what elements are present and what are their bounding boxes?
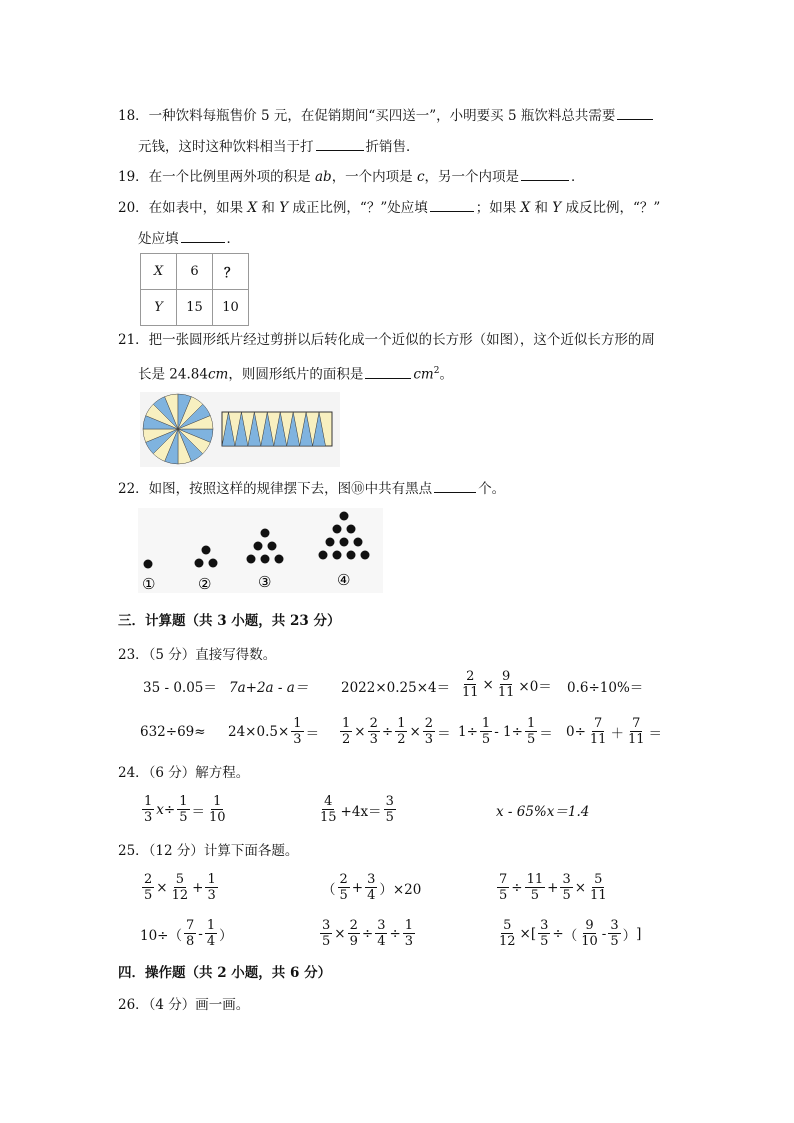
- dot: [144, 560, 153, 569]
- q26: 26．（4 分）画一画。: [118, 997, 250, 1013]
- xy-table: [140, 253, 249, 326]
- expr: $\frac{2}{5}$ × $\frac{5}{12}$ + $\frac{1}{3}$: [144, 872, 216, 903]
- expr: $\frac{1}{2}$ × $\frac{2}{3}$ ÷ $\frac{1}{2}$ × $\frac{2}{3}$ ＝: [342, 716, 451, 747]
- dot: [247, 555, 256, 564]
- dot: [347, 551, 356, 560]
- figure-label: ④: [337, 571, 351, 589]
- answer-blank[interactable]: [521, 166, 569, 181]
- expr: $\frac{7}{5}$ ÷ $\frac{11}{5}$ + $\frac{3}{5}$ × $\frac{5}{11}$: [499, 872, 607, 903]
- expr: $\frac{2}{11}$ × $\frac{9}{11}$ ×0＝: [462, 669, 552, 700]
- answer-blank[interactable]: [181, 228, 225, 243]
- answer-blank[interactable]: [316, 136, 364, 151]
- q24-title: 24．（6 分）解方程。: [118, 765, 250, 781]
- answer-blank[interactable]: [430, 197, 474, 212]
- q20-line2: 处应填 ．: [138, 228, 240, 248]
- dot-pattern-figure: [138, 508, 383, 593]
- dot: [340, 538, 349, 547]
- dot: [354, 538, 363, 547]
- equation: $\frac{4}{15}$ +4x＝ $\frac{3}{5}$: [320, 794, 394, 825]
- dot: [261, 529, 270, 538]
- expr: 7a+2a - a＝: [229, 680, 309, 696]
- dot: [333, 525, 342, 534]
- q23-title: 23．（5 分）直接写得数。: [118, 647, 277, 663]
- table-cell: 10: [213, 290, 249, 326]
- q25-title: 25．（12 分）计算下面各题。: [118, 843, 299, 859]
- equation: x - 65%x＝1.4: [496, 804, 590, 820]
- circle-sectors-figure: [140, 392, 340, 467]
- dot: [275, 555, 284, 564]
- figure-label: ③: [258, 573, 272, 591]
- q21-line2: 长是 24.84cm，则圆形纸片的面积是 $cm^2$。: [138, 362, 453, 384]
- dot: [340, 512, 349, 521]
- expr: 10÷（ $\frac{7}{8}$ - $\frac{1}{4}$ ）: [140, 918, 233, 949]
- expr: 35 - 0.05＝: [143, 680, 217, 696]
- q18-line2: 元钱，这时这种饮料相当于打 折销售．: [138, 136, 420, 156]
- dot: [195, 559, 204, 568]
- section-title: 三．计算题（共 3 小题，共 23 分）: [118, 613, 341, 629]
- table-cell: ？: [213, 254, 249, 290]
- expr: 24×0.5× $\frac{1}{3}$ ＝: [228, 716, 320, 747]
- figure-label: ②: [198, 575, 212, 593]
- q19: 19．在一个比例里两外项的积是 ab，一个内项是 c，另一个内项是 ．: [118, 166, 585, 186]
- dot: [333, 551, 342, 560]
- expr: $\frac{3}{5}$ × $\frac{2}{9}$ ÷ $\frac{3}{4}$ ÷ $\frac{1}{3}$: [322, 918, 414, 949]
- expr: 0.6÷10%＝: [567, 680, 644, 696]
- answer-blank[interactable]: [365, 364, 411, 379]
- expr: 632÷69≈: [140, 724, 206, 740]
- dot: [268, 542, 277, 551]
- q20-line1: 20．在如表中，如果 X 和 Y 成正比例，“？”处应填 ；如果 X 和 Y 成反比例，“？”: [118, 197, 660, 217]
- dot: [319, 551, 328, 560]
- dot: [254, 542, 263, 551]
- equation: $\frac{1}{3}$ x÷ $\frac{1}{5}$ ＝ $\frac{1}{10}$: [144, 794, 226, 825]
- dot: [202, 546, 211, 555]
- dot: [209, 559, 218, 568]
- table-cell: X: [141, 254, 177, 290]
- dot: [326, 538, 335, 547]
- table-cell: 6: [177, 254, 213, 290]
- expr: 1÷ $\frac{1}{5}$ - 1÷ $\frac{1}{5}$ ＝: [458, 716, 553, 747]
- q21-line1: 21．把一张圆形纸片经过剪拼以后转化成一个近似的长方形（如图），这个近似长方形的周: [118, 332, 655, 348]
- q18-line1: 18．一种饮料每瓶售价 5 元，在促销期间“买四送一”，小明要买 5 瓶饮料总共需要: [118, 105, 655, 125]
- dot: [347, 525, 356, 534]
- q22: 22．如图，按照这样的规律摆下去，图⑩中共有黑点 个。: [118, 478, 505, 498]
- expr: $\frac{5}{12}$ × [ $\frac{3}{5}$ ÷ （ $\frac{9}{10}$ - $\frac{3}{5}$ ） ]: [499, 918, 642, 949]
- dot: [261, 555, 270, 564]
- table-cell: Y: [141, 290, 177, 326]
- table-cell: 15: [177, 290, 213, 326]
- answer-blank[interactable]: [617, 105, 653, 120]
- expr: 0÷ $\frac{7}{11}$ ＋ $\frac{7}{11}$ ＝: [566, 716, 662, 747]
- table-row: [141, 290, 249, 326]
- expr: 2022×0.25×4＝: [341, 680, 451, 696]
- figure-label: ①: [142, 575, 156, 593]
- expr: （ $\frac{2}{5}$ + $\frac{3}{4}$ ）×20: [322, 872, 422, 903]
- section-title: 四．操作题（共 2 小题，共 6 分）: [118, 965, 332, 981]
- answer-blank[interactable]: [434, 478, 476, 493]
- table-row: [141, 254, 249, 290]
- dot: [361, 551, 370, 560]
